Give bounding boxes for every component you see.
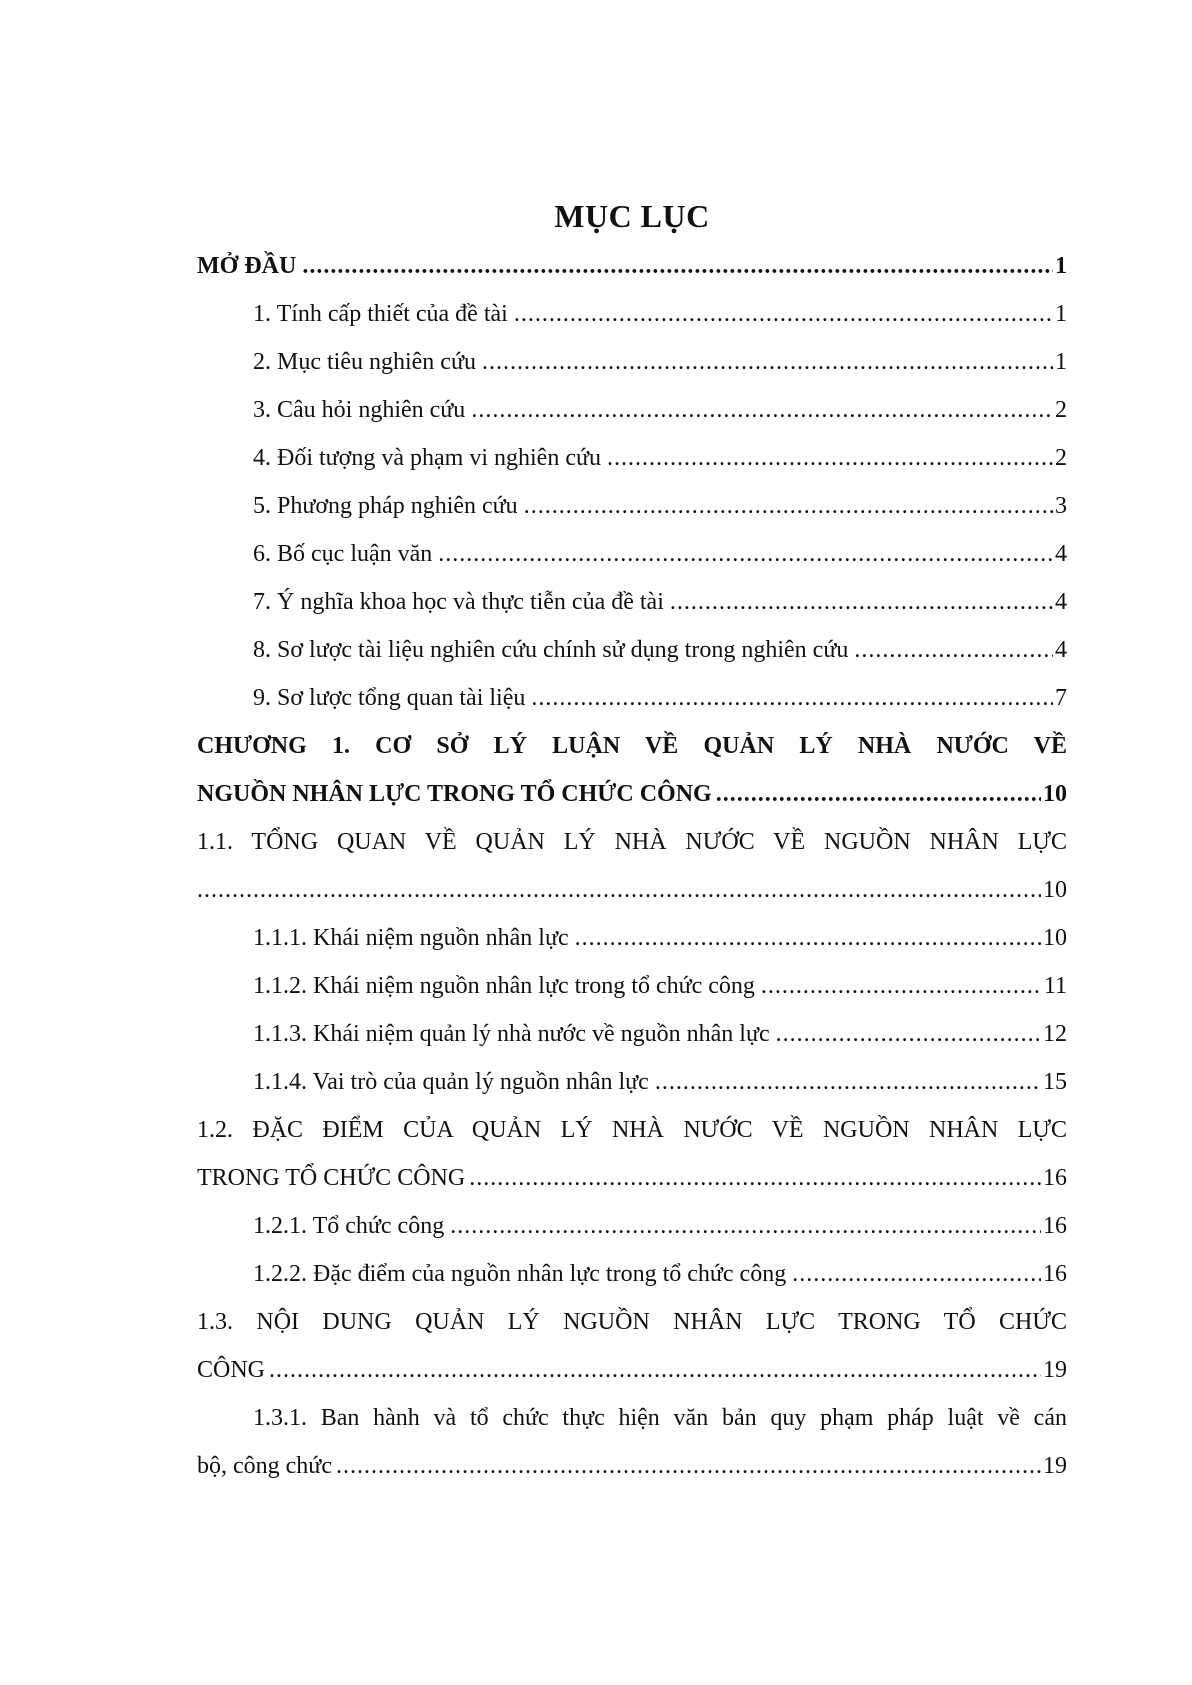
dot-leader [531,674,1053,722]
dot-leader [482,338,1053,386]
toc-entry-page: 10 [1043,925,1067,951]
toc-entry-text: MỞ ĐẦU [197,253,297,279]
toc-entry-1-1[interactable] [197,818,1067,914]
toc-entry-4[interactable] [197,434,1067,482]
toc-entry-text-line2: TRONG TỔ CHỨC CÔNG [197,1165,466,1191]
dot-leader [336,1442,1041,1490]
toc-entry-1-1-3[interactable] [197,1010,1067,1058]
dot-leader [302,242,1053,290]
toc-entry-1-1-1[interactable] [197,914,1067,962]
toc-entry-text-line2: CÔNG [197,1357,266,1383]
toc-entry-page: 4 [1055,637,1067,663]
dot-leader [761,962,1042,1010]
toc-entry-6[interactable] [197,530,1067,578]
toc-entry-page: 16 [1043,1213,1067,1239]
toc-entry-page: 1 [1055,253,1067,279]
toc-title: MỤC LỤC [554,198,710,234]
toc-entries [197,242,1067,1490]
toc-entry-1-2[interactable] [197,1106,1067,1202]
dot-leader [438,530,1053,578]
toc-entry-page: 4 [1055,589,1067,615]
toc-entry-1-3-1[interactable] [197,1394,1067,1490]
toc-entry-text: 3. Câu hỏi nghiên cứu [253,397,466,423]
dot-leader [792,1250,1041,1298]
toc-entry-chuong-1[interactable] [197,722,1067,818]
toc-entry-1[interactable] [197,290,1067,338]
toc-entry-text: 7. Ý nghĩa khoa học và thực tiễn của đề tài [253,589,664,615]
dot-leader [670,578,1053,626]
dot-leader [469,1154,1041,1202]
toc-entry-text: 2. Mục tiêu nghiên cứu [253,349,476,375]
toc-entry-9[interactable] [197,674,1067,722]
toc-entry-text-line1: 1.3. NỘI DUNG QUẢN LÝ NGUỒN NHÂN LỰC TRONG TỔ CHỨC [197,1309,1067,1335]
toc-entry-text: 1.1.3. Khái niệm quản lý nhà nước về nguồn nhân lực [253,1021,770,1047]
toc-entry-page: 11 [1043,973,1067,999]
toc-entry-page: 16 [1043,1165,1067,1191]
toc-entry-1-1-4[interactable] [197,1058,1067,1106]
dot-leader [450,1202,1041,1250]
toc-entry-page: 19 [1043,1357,1067,1383]
toc-entry-5[interactable] [197,482,1067,530]
dot-leader [269,1346,1041,1394]
toc-entry-text-line1: CHƯƠNG 1. CƠ SỞ LÝ LUẬN VỀ QUẢN LÝ NHÀ NƯỚC VỀ [197,733,1067,759]
toc-entry-page: 19 [1043,1453,1067,1479]
toc-entry-text: 8. Sơ lược tài liệu nghiên cứu chính sử dụng trong nghiên cứu [253,637,849,663]
toc-entry-text: 6. Bố cục luận văn [253,541,433,567]
toc-entry-text: 4. Đối tượng và phạm vi nghiên cứu [253,445,601,471]
toc-entry-8[interactable] [197,626,1067,674]
toc-entry-text-line1: 1.3.1. Ban hành và tổ chức thực hiện văn bản quy phạm pháp luật về cán [253,1405,1067,1431]
toc-entry-text: 1.2.1. Tổ chức công [253,1213,445,1239]
toc-entry-text: 5. Phương pháp nghiên cứu [253,493,518,519]
toc-entry-page: 1 [1055,349,1067,375]
toc-entry-text: 1.1.4. Vai trò của quản lý nguồn nhân lực [253,1069,649,1095]
toc-entry-page: 10 [1043,877,1067,903]
toc-entry-1-1-2[interactable] [197,962,1067,1010]
dot-leader [197,866,1041,914]
toc-entry-1-3[interactable] [197,1298,1067,1394]
toc-entry-page: 15 [1043,1069,1067,1095]
toc-entry-7[interactable] [197,578,1067,626]
toc-entry-page: 10 [1043,781,1067,807]
toc-entry-2[interactable] [197,338,1067,386]
toc-entry-text: 1. Tính cấp thiết của đề tài [253,301,508,327]
toc-entry-1-2-2[interactable] [197,1250,1067,1298]
toc-entry-1-2-1[interactable] [197,1202,1067,1250]
dot-leader [514,290,1053,338]
dot-leader [716,770,1041,818]
toc-entry-page: 2 [1055,445,1067,471]
toc-entry-text: 9. Sơ lược tổng quan tài liệu [253,685,526,711]
dot-leader [776,1010,1041,1058]
toc-entry-text: 1.2.2. Đặc điểm của nguồn nhân lực trong tổ chức công [253,1261,787,1287]
toc-page [197,190,1067,1490]
toc-entry-page: 4 [1055,541,1067,567]
dot-leader [607,434,1053,482]
dot-leader [854,626,1053,674]
toc-entry-page: 16 [1043,1261,1067,1287]
toc-entry-text: 1.1.1. Khái niệm nguồn nhân lực [253,925,569,951]
dot-leader [471,386,1053,434]
toc-entry-3[interactable] [197,386,1067,434]
toc-entry-page: 1 [1055,301,1067,327]
toc-entry-text-line2: bộ, công chức [197,1453,332,1479]
toc-entry-text-line1: 1.2. ĐẶC ĐIỂM CỦA QUẢN LÝ NHÀ NƯỚC VỀ NGUỒN NHÂN LỰC [197,1117,1067,1143]
dot-leader [655,1058,1041,1106]
toc-entry-text-line1: 1.1. TỔNG QUAN VỀ QUẢN LÝ NHÀ NƯỚC VỀ NGUỒN NHÂN LỰC [197,829,1067,855]
toc-entry-mo-dau[interactable] [197,242,1067,290]
toc-entry-page: 2 [1055,397,1067,423]
toc-entry-page: 3 [1055,493,1067,519]
dot-leader [575,914,1041,962]
toc-entry-text-line2: NGUỒN NHÂN LỰC TRONG TỔ CHỨC CÔNG [197,781,712,807]
toc-entry-page: 7 [1055,685,1067,711]
toc-entry-page: 12 [1043,1021,1067,1047]
toc-entry-text: 1.1.2. Khái niệm nguồn nhân lực trong tổ chức công [253,973,755,999]
dot-leader [524,482,1053,530]
